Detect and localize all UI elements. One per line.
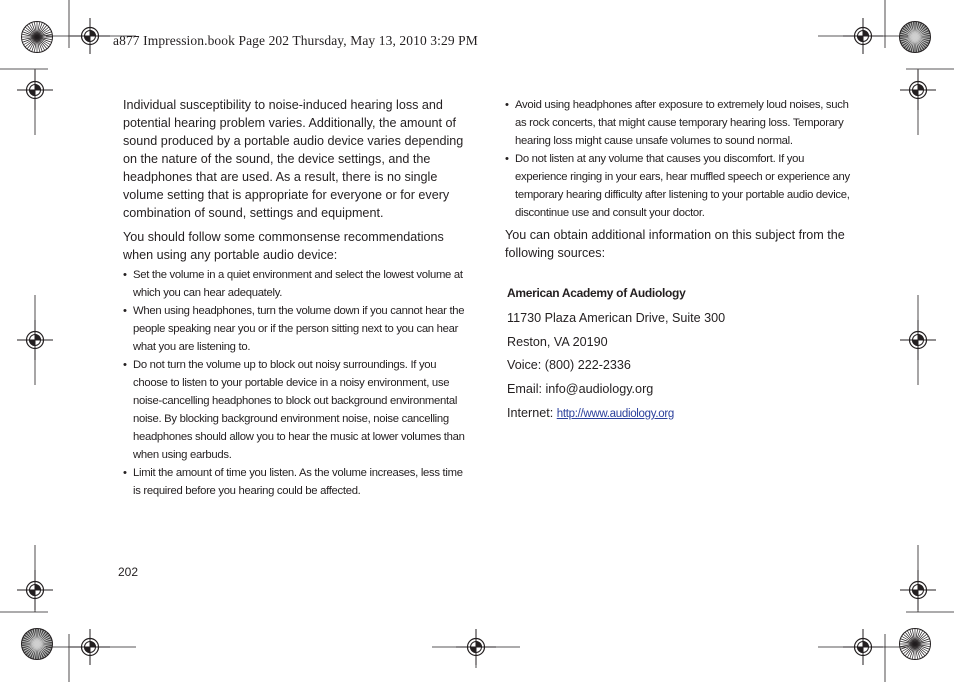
list-item: • When using headphones, turn the volume down if you cannot hear the people speaking near you or if the person sitting next to you can hear what you are listening to. — [123, 302, 468, 356]
recommendations-list-continued — [505, 96, 853, 222]
list-item: • Do not listen at any volume that causes you discomfort. If you experience ringing in your ears, hear muffled speech or experience any temporary hearing difficulty after listening to your portable audio device, discontinue use and consult your doctor. — [505, 150, 853, 222]
list-item: • Set the volume in a quiet environment and select the lowest volume at which you can hear adequately. — [123, 266, 468, 302]
left-column — [123, 96, 468, 500]
intro-paragraph: Individual susceptibility to noise-induced hearing loss and potential hearing problem varies. Additionally, the amount of sound produced by a portable audio device varies depending on the nature of the sound, the device settings, and the headphones that are used. As a result, there is no single volume setting that is appropriate for everyone or for every combination of sound, settings and equipment. — [123, 98, 464, 220]
color-bar-starburst-icon — [900, 22, 931, 53]
list-item: • Avoid using headphones after exposure to extremely loud noises, such as rock concerts, that might cause temporary hearing loss. Temporary hearing loss might cause unsafe volumes to sound normal. — [505, 96, 853, 150]
source-voice: Voice: (800) 222-2336 — [507, 358, 631, 372]
sources-intro: You can obtain additional information on this subject from the following sources: — [505, 228, 845, 260]
page-number: 202 — [118, 565, 139, 579]
bullet-icon: • — [123, 269, 127, 281]
list-item: • Do not turn the volume up to block out noisy surroundings. If you choose to listen to your portable device in a noisy environment, use noise-cancelling headphones to block out background environmental noise. By blocking background environment noise, noise cancelling headphones should allow you to hear the music at lower volumes than when using earbuds. — [123, 356, 468, 464]
print-header: a877 Impression.book Page 202 Thursday, May 13, 2010 3:29 PM — [113, 33, 478, 48]
bullet-icon: • — [123, 359, 127, 371]
bullet-icon: • — [123, 467, 127, 479]
recommendations-list — [123, 266, 468, 500]
source-email: Email: info@audiology.org — [507, 382, 654, 396]
source-name: American Academy of Audiology — [507, 286, 686, 300]
color-bar-starburst-icon — [900, 629, 931, 660]
source-address-line1: 11730 Plaza American Drive, Suite 300 — [507, 311, 726, 325]
bullet-icon: • — [505, 153, 509, 165]
audiology-link[interactable]: http://www.audiology.org — [556, 408, 674, 420]
list-item: • Limit the amount of time you listen. As the volume increases, less time is required before you hearing could be affected. — [123, 464, 468, 500]
source-internet — [507, 406, 674, 420]
color-bar-starburst-icon — [22, 22, 53, 53]
bullet-icon: • — [123, 305, 127, 317]
color-bar-starburst-icon — [22, 629, 53, 660]
bullet-icon: • — [505, 99, 509, 111]
source-address-line2: Reston, VA 20190 — [507, 335, 608, 349]
right-column — [505, 96, 853, 262]
recommendations-intro: You should follow some commonsense recommendations when using any portable audio device: — [123, 230, 444, 262]
internet-label: Internet: — [507, 406, 557, 420]
